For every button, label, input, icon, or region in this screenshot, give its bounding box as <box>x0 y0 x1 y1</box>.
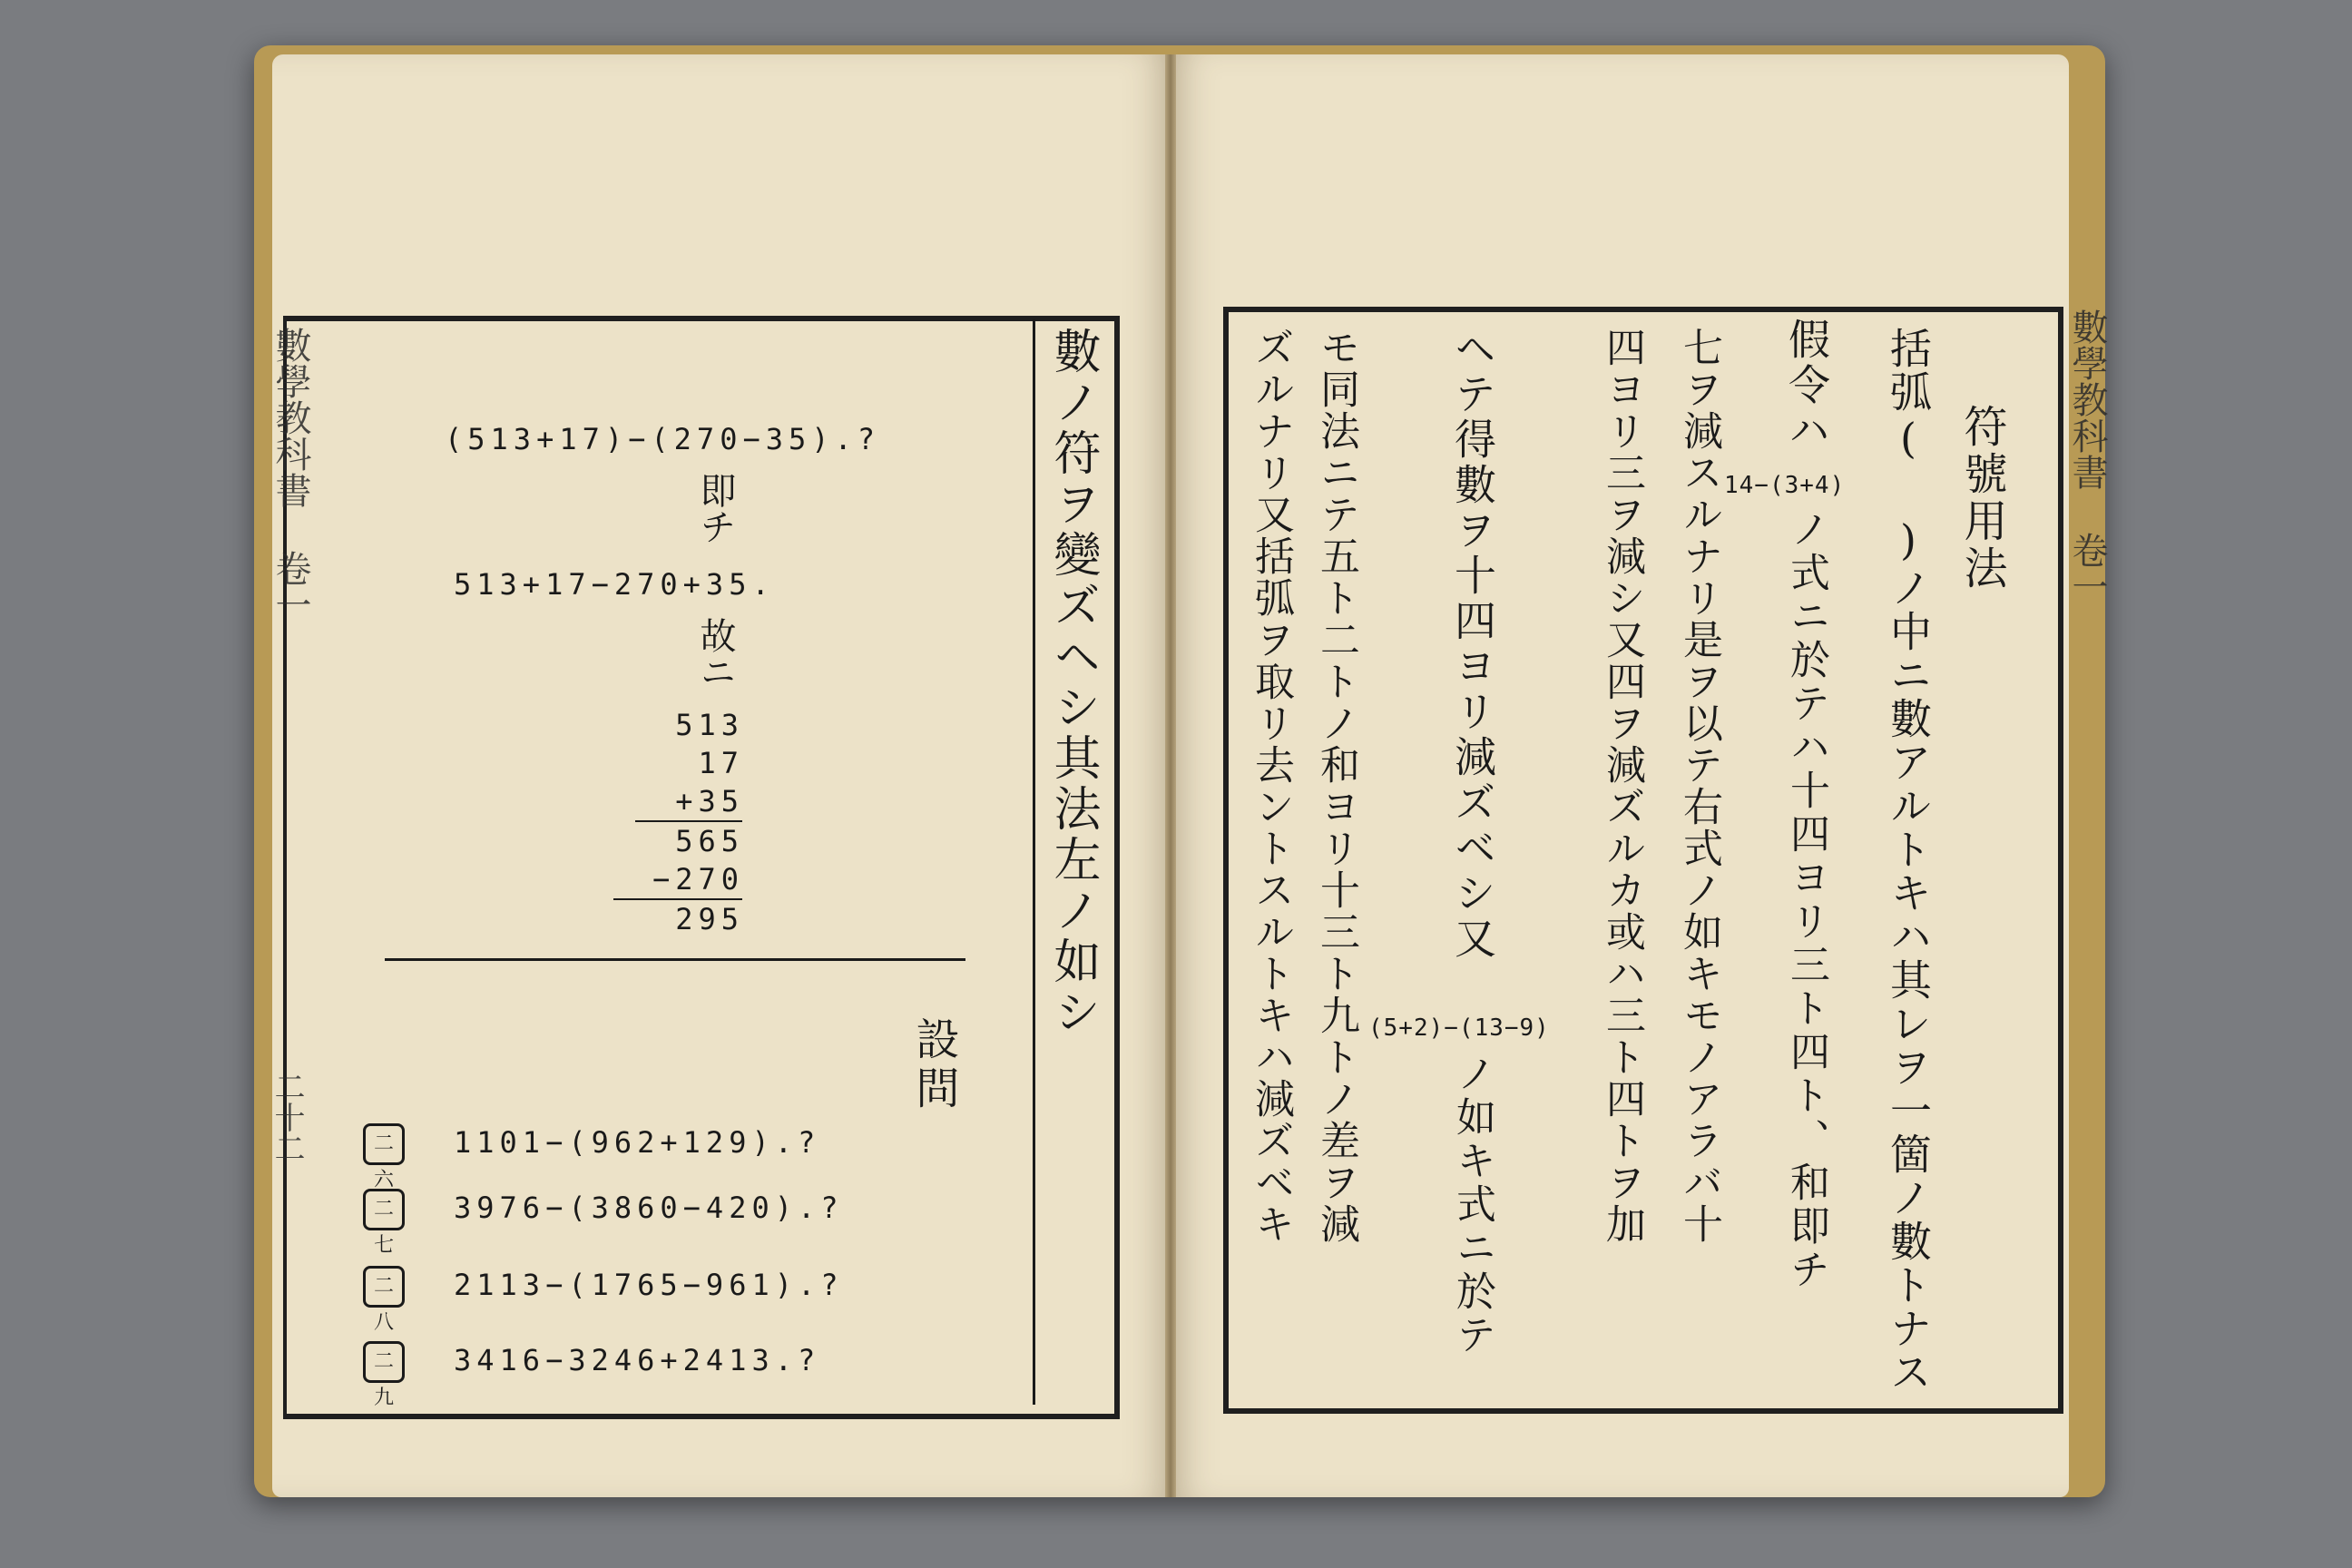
col-line-6: 295 <box>675 902 744 936</box>
expression-2: 513+17−270+35. <box>454 567 775 602</box>
text-column-2-head: 假令ハ <box>1782 318 1831 454</box>
inline-math-2: (5+2)−(13−9) <box>1368 1014 1550 1042</box>
text-column-6: モ同法ニテ五ト二トノ和ヨリ十三ト九トノ差ヲ減 <box>1313 327 1359 1245</box>
exercise-text: 3976−(3860−420).? <box>454 1191 844 1225</box>
exercise-text: 2113−(1765−961).? <box>454 1268 844 1302</box>
left-margin-title: 數學教科書 卷一 <box>270 327 311 622</box>
exercise-number: 二六 <box>363 1123 405 1165</box>
text-column-1: 括弧( )ノ中ニ數アルトキハ其レヲ一箇ノ數トナス <box>1884 327 1933 1394</box>
text-column-5: ノ如キ式ニ於テ <box>1449 1053 1495 1357</box>
right-title: 符號用法 <box>1956 404 2007 593</box>
inline-math-1: 14−(3+4) <box>1724 472 1846 499</box>
soku-label: 即チ <box>694 472 736 544</box>
yue-label: 故ニ <box>694 617 736 690</box>
exercise-number: 二八 <box>363 1266 405 1308</box>
exercise-number: 二九 <box>363 1341 405 1383</box>
text-column-5-head: ヘテ得數ヲ十四ヨリ減ズベシ又 <box>1448 327 1497 962</box>
text-column-4: 四ヨリ三ヲ減シ又四ヲ減ズルカ或ハ三ト四トヲ加 <box>1599 327 1645 1245</box>
sum-rule-1 <box>635 820 742 822</box>
book-gutter <box>1165 54 1176 1497</box>
col-line-2: 17 <box>698 746 744 780</box>
col-line-5: −270 <box>652 862 744 897</box>
col-line-3: +35 <box>675 784 744 818</box>
text-column-3: 七ヲ減スルナリ是ヲ以テ右式ノ如キモノアラバ十 <box>1676 327 1722 1245</box>
exercise-number: 二七 <box>363 1189 405 1230</box>
sum-rule-2 <box>613 898 742 900</box>
heading-divider <box>1033 319 1035 1405</box>
left-heading: 數ノ符ヲ變ズヘシ其法左ノ如シ <box>1045 327 1100 1038</box>
col-line-1: 513 <box>675 708 744 742</box>
expression-1: (513+17)−(270−35).? <box>445 422 881 456</box>
exercise-text: 1101−(962+129).? <box>454 1125 821 1160</box>
right-margin-title: 數學教科書 卷一 <box>2066 309 2108 604</box>
exercise-text: 3416−3246+2413.? <box>454 1343 821 1377</box>
left-margin-page: 二十二 <box>269 1071 305 1163</box>
text-column-2: ノ式ニ於テハ十四ヨリ三ト四ト、和即チ <box>1783 508 1829 1292</box>
section-divider <box>385 958 965 961</box>
text-column-7: ズルナリ又括弧ヲ取リ去ントスルトキハ減ズベキ <box>1248 327 1294 1245</box>
col-line-4: 565 <box>675 824 744 858</box>
exercise-title: 設問 <box>908 1016 959 1114</box>
